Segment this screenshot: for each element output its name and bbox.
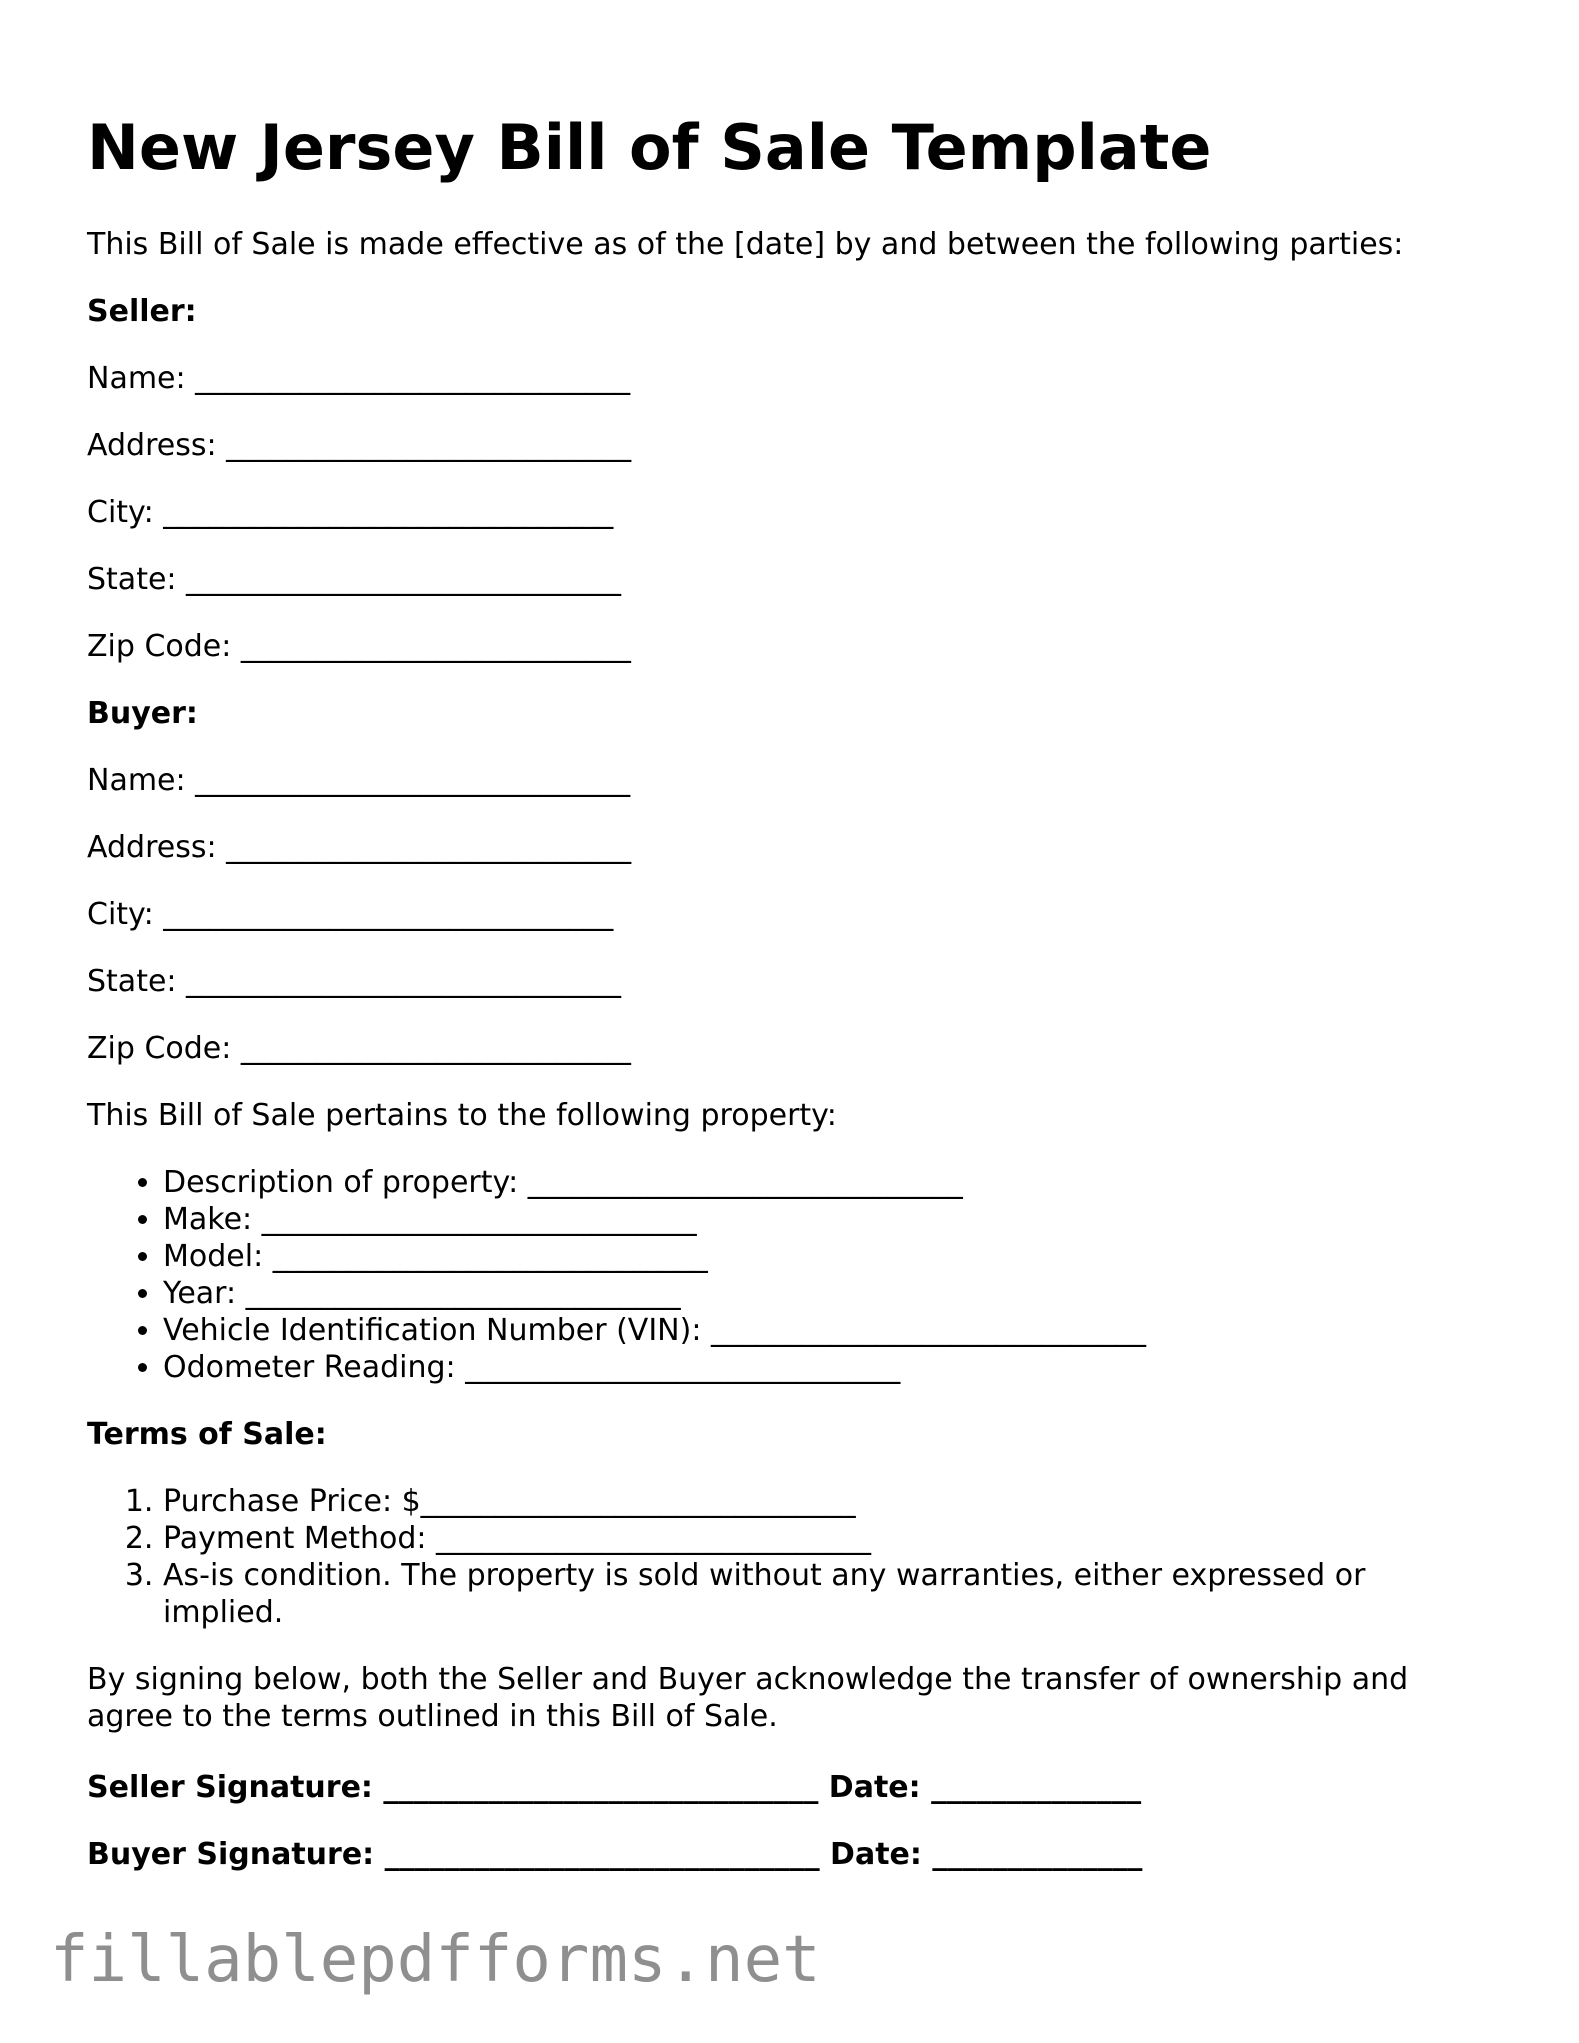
property-intro: This Bill of Sale pertains to the following property: (87, 1098, 837, 1133)
acknowledgement-text: By signing below, both the Seller and Buyer acknowledge the transfer of ownership and agree to the terms outlined in this Bill of Sale. (87, 1662, 1409, 1734)
list-item: • Model: _____________________________ (163, 1238, 1493, 1275)
buyer-signature-line: Buyer Signature: _____________________________ Date: ______________ (87, 1837, 1143, 1872)
seller-heading: Seller: (87, 294, 197, 329)
seller-signature-line: Seller Signature: _____________________________ Date: ______________ (87, 1770, 1142, 1805)
list-item: • Description of property: _____________________________ (163, 1164, 1493, 1201)
intro-text: This Bill of Sale is made effective as of the [date] by and between the following parties: (87, 227, 1404, 262)
buyer-zip-field: Zip Code: __________________________ (87, 1031, 631, 1066)
list-item: • Odometer Reading: _____________________________ (163, 1349, 1493, 1386)
page-title: New Jersey Bill of Sale Template (87, 111, 1212, 184)
list-item: • Vehicle Identification Number (VIN): _____________________________ (163, 1312, 1493, 1349)
watermark: fillablepdfforms.net (50, 1923, 821, 1997)
seller-state-field: State: _____________________________ (87, 562, 622, 597)
list-item: 3. As-is condition. The property is sold without any warranties, either expressed or implied. (163, 1557, 1493, 1631)
terms-list (87, 1483, 1493, 1631)
list-item: • Year: _____________________________ (163, 1275, 1493, 1312)
seller-city-field: City: ______________________________ (87, 495, 614, 530)
buyer-heading: Buyer: (87, 696, 198, 731)
list-item: 1. Purchase Price: $_____________________________ (163, 1483, 1493, 1520)
list-item: 2. Payment Method: _____________________________ (163, 1520, 1493, 1557)
seller-zip-field: Zip Code: __________________________ (87, 629, 631, 664)
property-list (87, 1164, 1493, 1386)
terms-heading: Terms of Sale: (87, 1417, 327, 1452)
buyer-name-field: Name: _____________________________ (87, 763, 631, 798)
list-item: • Make: _____________________________ (163, 1201, 1493, 1238)
buyer-address-field: Address: ___________________________ (87, 830, 632, 865)
buyer-state-field: State: _____________________________ (87, 964, 622, 999)
buyer-city-field: City: ______________________________ (87, 897, 614, 932)
seller-name-field: Name: _____________________________ (87, 361, 631, 396)
seller-address-field: Address: ___________________________ (87, 428, 632, 463)
